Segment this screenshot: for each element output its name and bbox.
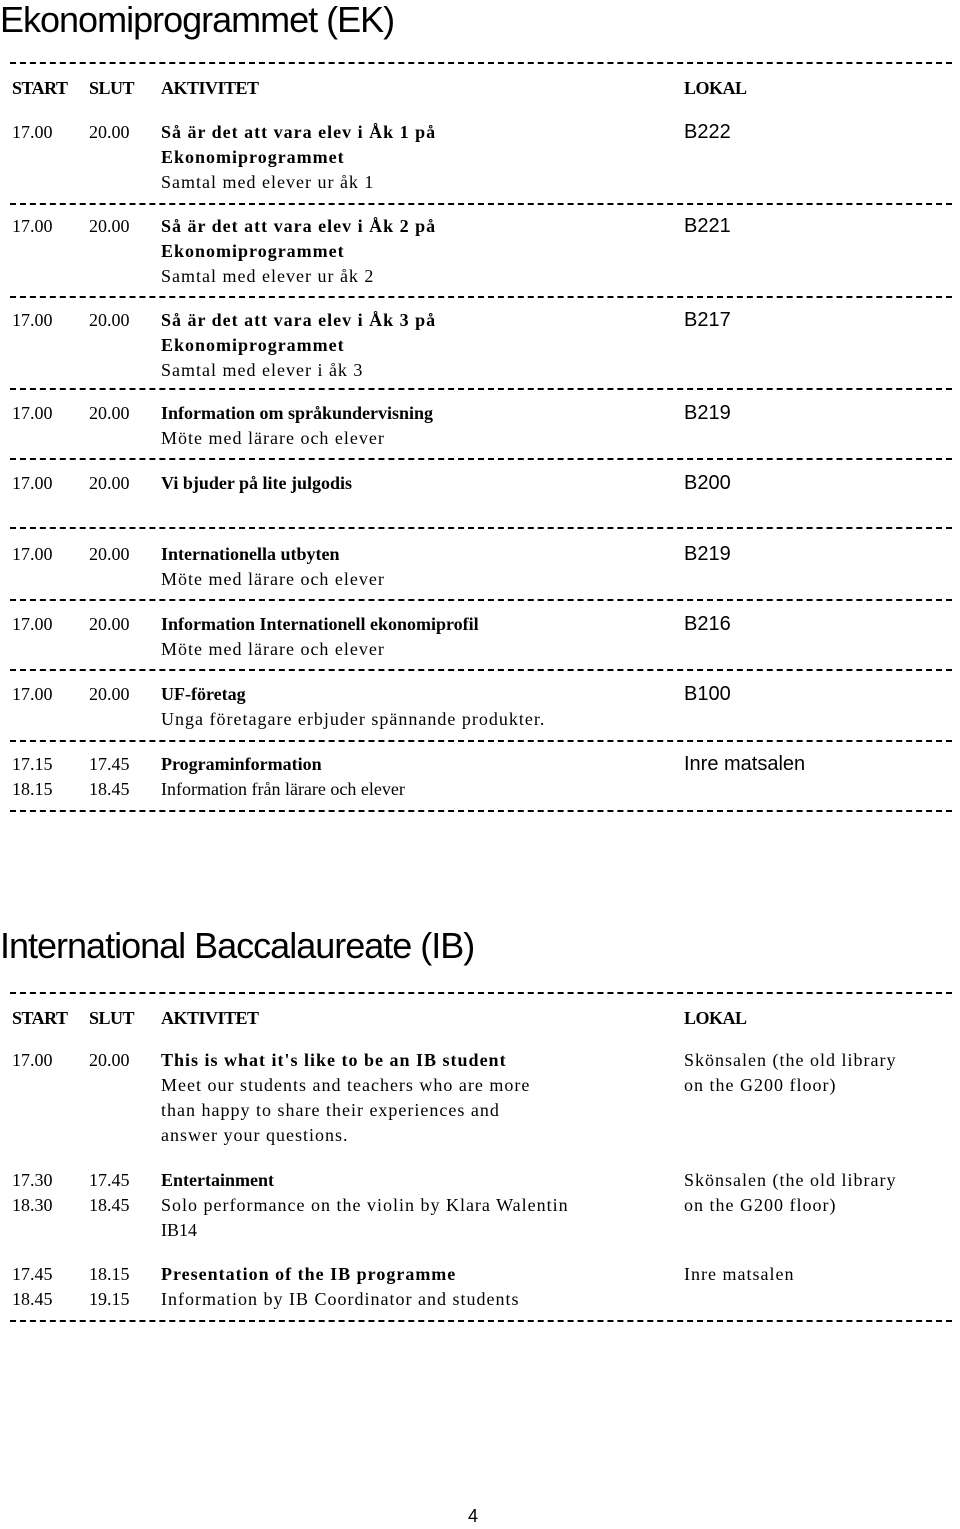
activity (161, 1168, 569, 1243)
end-time (89, 1168, 130, 1218)
header-lokal: LOKAL (684, 1008, 747, 1028)
start-time-1: 17.45 (12, 1264, 53, 1284)
activity-title: Ekonomiprogrammet (161, 147, 345, 167)
room: Inre matsalen (684, 753, 806, 775)
activity-desc: Möte med lärare och elever (161, 428, 385, 448)
room: B222 (684, 121, 731, 143)
start-time: 17.00 (12, 1050, 53, 1070)
activity-desc: than happy to share their experiences and (161, 1100, 500, 1120)
activity-desc: Solo performance on the violin by Klara Walentin (161, 1195, 569, 1215)
activity (161, 1048, 530, 1148)
room (684, 1168, 896, 1218)
end-time: 20.00 (89, 216, 130, 236)
activity-desc: Möte med lärare och elever (161, 569, 385, 589)
divider (10, 669, 952, 671)
room (684, 1262, 794, 1287)
activity-desc: Unga företagare erbjuder spännande produkter. (161, 709, 546, 729)
activity-title: Så är det att vara elev i Åk 3 på (161, 310, 437, 330)
activity (161, 752, 405, 802)
activity-title: Ekonomiprogrammet (161, 241, 345, 261)
activity-title: Så är det att vara elev i Åk 2 på (161, 216, 437, 236)
start-time: 17.00 (12, 122, 53, 142)
activity-desc: Samtal med elever ur åk 2 (161, 266, 375, 286)
divider (10, 458, 952, 460)
end-time: 20.00 (89, 614, 130, 634)
divider (10, 527, 952, 529)
start-time-2: 18.45 (12, 1289, 53, 1309)
activity-desc: Samtal med elever ur åk 1 (161, 172, 375, 192)
end-time-2: 19.15 (89, 1289, 130, 1309)
divider (10, 810, 952, 812)
activity-desc: Möte med lärare och elever (161, 639, 385, 659)
activity (161, 542, 385, 592)
header-aktivitet: AKTIVITET (161, 78, 259, 98)
room-line: on the G200 floor) (684, 1075, 837, 1095)
start-time (12, 752, 53, 802)
activity-title: Så är det att vara elev i Åk 1 på (161, 122, 437, 142)
end-time (89, 1262, 130, 1312)
activity (161, 120, 436, 195)
header-lokal: LOKAL (684, 78, 747, 98)
room (684, 1048, 896, 1098)
room: B219 (684, 543, 731, 565)
activity (161, 308, 436, 383)
activity-title: Ekonomiprogrammet (161, 335, 345, 355)
activity (161, 401, 433, 451)
ek-title: Ekonomiprogrammet (EK) (0, 0, 395, 40)
divider (10, 62, 952, 64)
divider (10, 1320, 952, 1322)
start-time: 17.00 (12, 403, 53, 423)
divider (10, 740, 952, 742)
ib-title: International Baccalaureate (IB) (0, 925, 475, 966)
activity-title: Programinformation (161, 754, 322, 774)
header-start: START (12, 1008, 68, 1028)
end-time: 20.00 (89, 122, 130, 142)
room-line: Inre matsalen (684, 1264, 795, 1284)
activity (161, 214, 436, 289)
activity-title: Information Internationell ekonomiprofil (161, 614, 479, 634)
start-time: 17.00 (12, 544, 53, 564)
end-time-2: 18.45 (89, 779, 130, 799)
start-time-1: 17.15 (12, 754, 53, 774)
end-time-1: 17.45 (89, 1170, 130, 1190)
start-time: 17.00 (12, 684, 53, 704)
activity-desc: IB14 (161, 1220, 197, 1240)
start-time: 17.00 (12, 614, 53, 634)
end-time: 20.00 (89, 1050, 130, 1070)
start-time (12, 1262, 53, 1312)
room: B217 (684, 309, 731, 331)
room: B100 (684, 683, 731, 705)
room: B221 (684, 215, 731, 237)
start-time: 17.00 (12, 473, 53, 493)
activity-title: Internationella utbyten (161, 544, 340, 564)
divider (10, 992, 952, 994)
divider (10, 296, 952, 298)
end-time: 20.00 (89, 403, 130, 423)
activity-title: This is what it's like to be an IB student (161, 1050, 507, 1070)
activity-title: Presentation of the IB programme (161, 1264, 457, 1284)
activity (161, 471, 352, 496)
start-time-2: 18.15 (12, 779, 53, 799)
header-slut: SLUT (89, 78, 135, 98)
activity-desc: Information by IB Coordinator and students (161, 1289, 520, 1309)
room: B219 (684, 402, 731, 424)
start-time (12, 1168, 53, 1218)
start-time: 17.00 (12, 216, 53, 236)
activity-desc: Information från lärare och elever (161, 779, 405, 799)
end-time: 20.00 (89, 310, 130, 330)
end-time-2: 18.45 (89, 1195, 130, 1215)
end-time-1: 17.45 (89, 754, 130, 774)
activity (161, 682, 545, 732)
activity-title: Information om språkundervisning (161, 403, 434, 423)
header-slut: SLUT (89, 1008, 135, 1028)
divider (10, 388, 952, 390)
end-time: 20.00 (89, 544, 130, 564)
room: B200 (684, 472, 731, 494)
activity-desc: Meet our students and teachers who are more (161, 1075, 531, 1095)
activity-title: UF-företag (161, 684, 246, 704)
end-time-1: 18.15 (89, 1264, 130, 1284)
end-time: 20.00 (89, 473, 130, 493)
activity-title: Entertainment (161, 1170, 274, 1190)
room: B216 (684, 613, 731, 635)
start-time: 17.00 (12, 310, 53, 330)
divider (10, 599, 952, 601)
start-time-2: 18.30 (12, 1195, 53, 1215)
room-line: Skönsalen (the old library (684, 1050, 897, 1070)
room-line: Skönsalen (the old library (684, 1170, 897, 1190)
activity-desc: answer your questions. (161, 1125, 349, 1145)
header-start: START (12, 78, 68, 98)
room-line: on the G200 floor) (684, 1195, 837, 1215)
divider (10, 203, 952, 205)
end-time: 20.00 (89, 684, 130, 704)
activity (161, 612, 479, 662)
activity-desc: Samtal med elever i åk 3 (161, 360, 364, 380)
start-time-1: 17.30 (12, 1170, 53, 1190)
activity (161, 1262, 519, 1312)
end-time (89, 752, 130, 802)
page-number: 4 (468, 1506, 479, 1526)
activity-title: Vi bjuder på lite julgodis (161, 473, 353, 493)
header-aktivitet: AKTIVITET (161, 1008, 259, 1028)
